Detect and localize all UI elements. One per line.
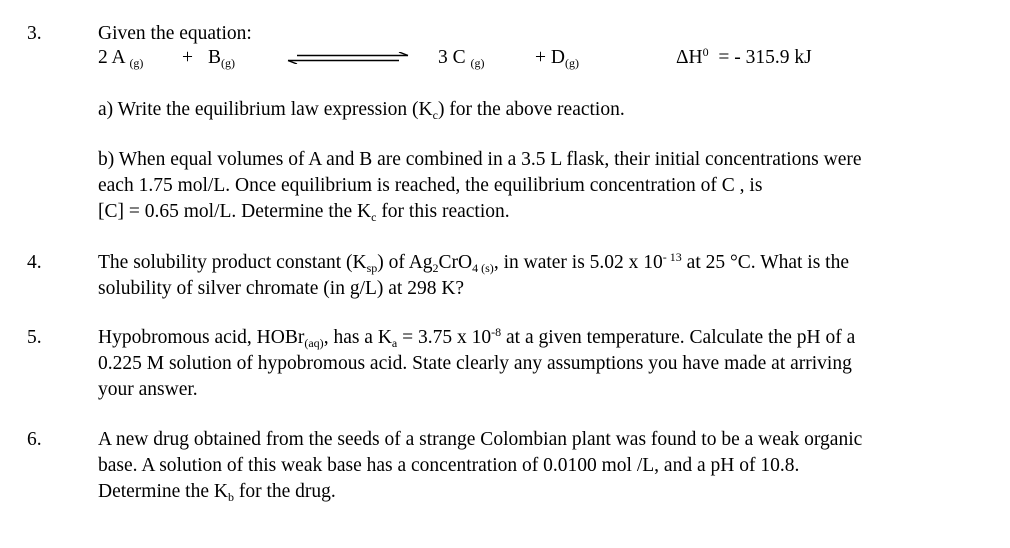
question-number: 6. bbox=[27, 429, 42, 450]
product-c: 3 C $_{(g)}$ bbox=[438, 47, 485, 70]
question-text: Hypobromous acid, HOBr$_{(aq)}$, has a $K_a = 3.75$ x $10^{-8}$ at a given temperature. Calculate the pH of a 0.225 M solution of hypobromous acid. State clearly any assumptions you have made at arriving your answer. bbox=[98, 325, 856, 400]
question-number: 3. bbox=[27, 23, 42, 44]
enthalpy-change: $\Delta H^0$ = - 315.9 kJ bbox=[676, 45, 812, 68]
reactant-a: 2 A $_{(g)}$ bbox=[98, 47, 144, 70]
equilibrium-arrow-icon bbox=[287, 52, 409, 64]
product-d: + $D_{(g)}$ bbox=[535, 47, 579, 70]
question-text: A new drug obtained from the seeds of a strange Colombian plant was found to be a weak organic base. A solution of this weak base has a concentration of 0.0100 mol /L, and a pH of 10.8. Determine the $K_b$ for the drug. bbox=[98, 429, 863, 504]
question-number: 4. bbox=[27, 252, 42, 273]
part-b: b) When equal volumes of A and B are combined in a 3.5 L flask, their initial concentrations were each 1.75 mol/L. Once equilibrium is reached, the equilibrium concentration of C , is [C] = 0.65 mol/L. Determine the $K_c$ for this reaction. bbox=[98, 149, 862, 224]
part-a: a) Write the equilibrium law expression $(K_c)$ for the above reaction. bbox=[98, 99, 625, 122]
question-intro: Given the equation: bbox=[98, 23, 252, 44]
question-number: 5. bbox=[27, 327, 42, 348]
chemical-equation bbox=[0, 45, 1010, 71]
plus-sign: + bbox=[182, 47, 193, 68]
reactant-b: $B_{(g)}$ bbox=[208, 47, 236, 70]
question-text: The solubility product constant $(K_{sp})$ of $Ag_2CrO_{4 (s)}$, in water is 5.02 x $10^{- 13}$ at 25 °C. What is the solubility of silver chromate (in g/L) at 298 K? bbox=[98, 250, 850, 299]
